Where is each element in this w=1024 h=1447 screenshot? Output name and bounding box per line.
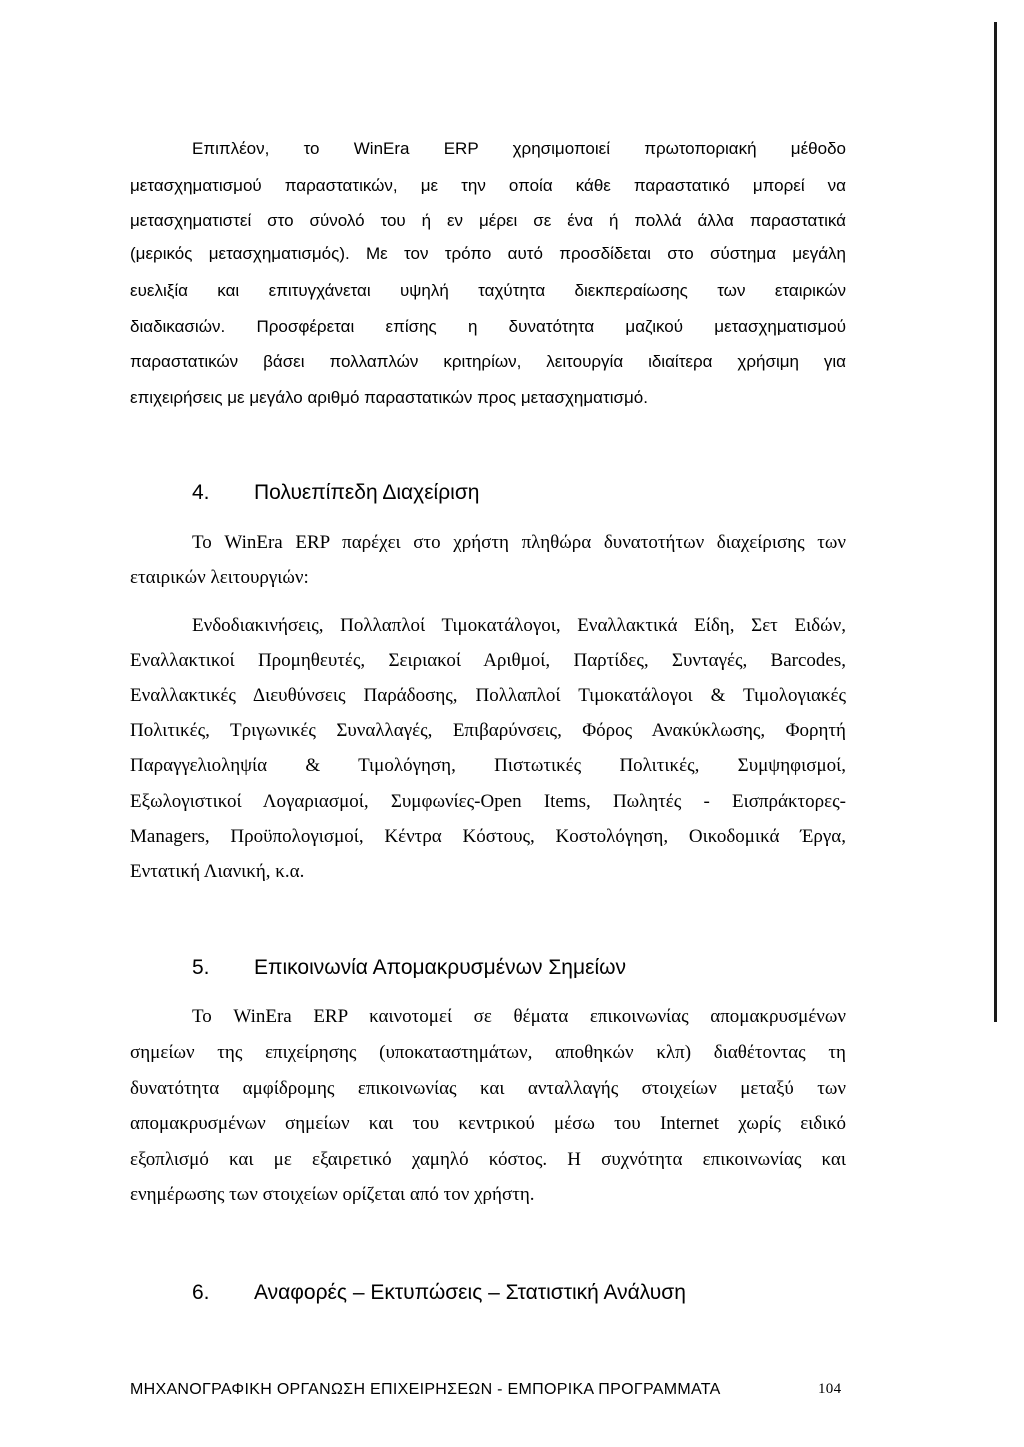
text-line: εταιρικών λειτουργιών: (130, 567, 309, 588)
list-line: Εναλλακτικές Διευθύνσεις Παράδοσης, Πολλαπλοί Τιμοκατάλογοι & Τιμολογιακές (130, 685, 846, 706)
section-6-heading (192, 1280, 686, 1306)
text-line: ευελιξία και επιτυγχάνεται υψηλή ταχύτητα διεκπεραίωσης των εταιρικών (130, 281, 846, 300)
text-line: σημείων της επιχείρησης (υποκαταστημάτων, αποθηκών κλπ) διαθέτοντας τη (130, 1042, 846, 1063)
text-line: Το WinEra ERP καινοτομεί σε θέματα επικοινωνίας απομακρυσμένων (192, 1006, 846, 1027)
text-line: μετασχηματιστεί στο σύνολό του ή εν μέρει σε ένα ή πολλά άλλα παραστατικά (130, 211, 846, 230)
section-title: Πολυεπίπεδη Διαχείριση (254, 481, 480, 504)
text-line: διαδικασιών. Προσφέρεται επίσης η δυνατότητα μαζικού μετασχηματισμού (130, 317, 846, 336)
footer-title: ΜΗΧΑΝΟΓΡΑΦΙΚΗ ΟΡΓΑΝΩΣΗ ΕΠΙΧΕΙΡΗΣΕΩΝ - ΕΜΠΟΡΙΚΑ ΠΡΟΓΡΑΜΜΑΤΑ (130, 1381, 721, 1398)
section-number: 4. (192, 481, 210, 504)
text-line: μετασχηματισμού παραστατικών, με την οποία κάθε παραστατικό μπορεί να (130, 176, 846, 195)
text-line: (μερικός μετασχηματισμός). Με τον τρόπο αυτό προσδίδεται στο σύστημα μεγάλη (130, 244, 846, 263)
section-title: Επικοινωνία Απομακρυσμένων Σημείων (254, 956, 627, 979)
section-number: 6. (192, 1281, 210, 1304)
page-footer (130, 1381, 842, 1399)
list-line: Εναλλακτικοί Προμηθευτές, Σειριακοί Αριθμοί, Παρτίδες, Συνταγές, Barcodes, (130, 650, 846, 671)
list-line: Παραγγελιοληψία & Τιμολόγηση, Πιστωτικές Πολιτικές, Συμψηφισμοί, (130, 755, 846, 776)
section-title: Αναφορές – Εκτυπώσεις – Στατιστική Ανάλυση (254, 1281, 686, 1304)
list-line: Εξωλογιστικοί Λογαριασμοί, Συμφωνίες-Open Items, Πωλητές - Εισπράκτορες- (130, 791, 846, 812)
list-line: Εντατική Λιανική, κ.α. (130, 861, 305, 882)
section-number: 5. (192, 956, 210, 979)
text-line: απομακρυσμένων σημείων και του κεντρικού μέσω του Internet χωρίς ειδικό (130, 1113, 846, 1134)
list-line: Πολιτικές, Τριγωνικές Συναλλαγές, Επιβαρύνσεις, Φόρος Ανακύκλωσης, Φορητή (130, 720, 846, 741)
text-line: παραστατικών βάσει πολλαπλών κριτηρίων, λειτουργία ιδιαίτερα χρήσιμη για (130, 352, 846, 371)
text-line: Επιπλέον, το WinEra ERP χρησιμοποιεί πρωτοποριακή μέθοδο (192, 139, 846, 158)
page-number: 104 (818, 1381, 842, 1397)
text-line: επιχειρήσεις με μεγάλο αριθμό παραστατικών προς μετασχηματισμό. (130, 388, 648, 407)
list-line: Ενδοδιακινήσεις, Πολλαπλοί Τιμοκατάλογοι, Εναλλακτικά Είδη, Σετ Ειδών, (192, 615, 846, 636)
list-line: Managers, Προϋπολογισμοί, Κέντρα Κόστους, Κοστολόγηση, Οικοδομικά Έργα, (130, 826, 846, 847)
text-line: εξοπλισμό και με εξαιρετικό χαμηλό κόστος. Η συχνότητα επικοινωνίας και (130, 1149, 846, 1170)
text-line: Το WinEra ERP παρέχει στο χρήστη πληθώρα δυνατοτήτων διαχείρισης των (192, 532, 846, 553)
text-line: ενημέρωσης των στοιχείων ορίζεται από τον χρήστη. (130, 1184, 535, 1205)
text-line: δυνατότητα αμφίδρομης επικοινωνίας και ανταλλαγής στοιχείων μεταξύ των (130, 1078, 846, 1099)
